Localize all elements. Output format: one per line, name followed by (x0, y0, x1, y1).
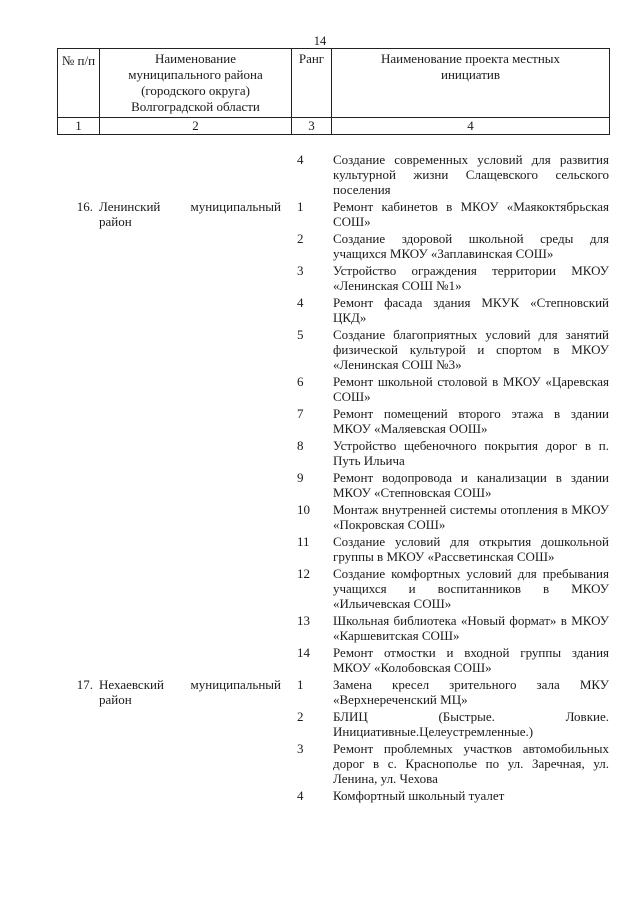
table-row (57, 470, 609, 502)
table-row (57, 438, 609, 470)
district-name (99, 295, 291, 327)
row-number (57, 438, 99, 470)
district-name (99, 263, 291, 295)
row-number (57, 406, 99, 438)
project-rank: 5 (297, 327, 304, 342)
district-name (99, 709, 291, 741)
row-number (57, 709, 99, 741)
project-name: Устройство ограждения территории МКОУ «Ленинская СОШ №1» (333, 263, 609, 293)
projects-table (57, 152, 609, 805)
row-number (57, 152, 99, 199)
table-row (57, 613, 609, 645)
project-name: Ремонт фасада здания МКУК «Степновский ЦКД» (333, 295, 609, 325)
project-name: Комфортный школьный туалет (333, 788, 505, 803)
district-name (99, 788, 291, 805)
project-rank: 4 (297, 295, 304, 310)
project-rank: 9 (297, 470, 304, 485)
district-name (99, 613, 291, 645)
project-name: Создание благоприятных условий для занятий физической культурой и спортом в МКОУ «Ленинская СОШ №3» (333, 327, 609, 372)
column-number: 2 (100, 118, 292, 135)
project-rank: 14 (297, 645, 310, 660)
project-name: Монтаж внутренней системы отопления в МКОУ «Покровская СОШ» (333, 502, 609, 532)
table-row (57, 502, 609, 534)
row-number (57, 645, 99, 677)
district-name (99, 374, 291, 406)
row-number: 16. (76, 199, 93, 214)
district-name (99, 566, 291, 613)
header-project-column: Наименование проекта местных инициатив (332, 49, 610, 118)
project-rank: 3 (297, 741, 304, 756)
table-row (57, 741, 609, 788)
project-name: Устройство щебеночного покрытия дорог в п. Путь Ильича (333, 438, 609, 468)
project-name: Создание здоровой школьной среды для учащихся МКОУ «Заплавинская СОШ» (333, 231, 609, 261)
district-name (99, 502, 291, 534)
project-name: Ремонт кабинетов в МКОУ «Маякоктябрьская СОШ» (333, 199, 609, 229)
project-rank: 2 (297, 709, 304, 724)
table-row (57, 788, 609, 805)
project-rank: 8 (297, 438, 304, 453)
row-number (57, 295, 99, 327)
project-rank: 2 (297, 231, 304, 246)
project-name: БЛИЦ (Быстрые. Ловкие. Инициативные.Целеустремленные.) (333, 709, 609, 739)
project-name: Ремонт проблемных участков автомобильных дорог в с. Краснополье по ул. Заречная, ул. Ленина, ул. Чехова (333, 741, 609, 786)
table-row (57, 677, 609, 709)
column-number: 3 (292, 118, 332, 135)
header-rank-column: Ранг (292, 49, 332, 118)
project-rank: 10 (297, 502, 310, 517)
table-row (57, 534, 609, 566)
district-name (99, 406, 291, 438)
district-name (99, 741, 291, 788)
district-name: Ленинский муниципальный район (99, 199, 281, 229)
table-row (57, 327, 609, 374)
table-row (57, 199, 609, 231)
project-rank: 4 (297, 788, 304, 803)
header-number-column: № п/п (58, 49, 100, 118)
table-row (57, 231, 609, 263)
project-rank: 13 (297, 613, 310, 628)
row-number (57, 470, 99, 502)
district-name (99, 645, 291, 677)
project-name: Создание комфортных условий для пребывания учащихся и воспитанников в МКОУ «Ильичевская СОШ» (333, 566, 609, 611)
project-rank: 1 (297, 677, 304, 692)
projects-table-body (57, 152, 609, 805)
page-number: 14 (313, 34, 327, 48)
row-number (57, 502, 99, 534)
project-name: Создание условий для открытия дошкольной группы в МКОУ «Рассветинская СОШ» (333, 534, 609, 564)
project-rank: 6 (297, 374, 304, 389)
table-row (57, 152, 609, 199)
project-rank: 11 (297, 534, 310, 549)
row-number (57, 374, 99, 406)
row-number (57, 263, 99, 295)
project-rank: 3 (297, 263, 304, 278)
row-number: 17. (76, 677, 93, 692)
district-name (99, 534, 291, 566)
table-row (57, 263, 609, 295)
project-rank: 4 (297, 152, 304, 167)
row-number (57, 327, 99, 374)
table-row (57, 295, 609, 327)
project-name: Ремонт отмостки и входной группы здания МКОУ «Колобовская СОШ» (333, 645, 609, 675)
row-number (57, 741, 99, 788)
district-name (99, 438, 291, 470)
project-name: Ремонт школьной столовой в МКОУ «Царевская СОШ» (333, 374, 609, 404)
row-number (57, 231, 99, 263)
district-name: Нехаевский муниципальный район (99, 677, 281, 707)
table-row (57, 709, 609, 741)
project-name: Ремонт водопровода и канализации в здании МКОУ «Степновская СОШ» (333, 470, 609, 500)
project-rank: 12 (297, 566, 310, 581)
district-name (99, 231, 291, 263)
row-number (57, 534, 99, 566)
district-name (99, 327, 291, 374)
district-name (99, 470, 291, 502)
column-number: 1 (58, 118, 100, 135)
table-row (57, 406, 609, 438)
table-row (57, 374, 609, 406)
district-name (99, 152, 291, 199)
row-number (57, 566, 99, 613)
table-row (57, 645, 609, 677)
project-name: Школьная библиотека «Новый формат» в МКОУ «Каршевитская СОШ» (333, 613, 609, 643)
project-rank: 1 (297, 199, 304, 214)
project-name: Замена кресел зрительного зала МКУ «Верхнереченский МЦ» (333, 677, 609, 707)
table-header (57, 48, 610, 135)
header-district-column: Наименование муниципального района (городского округа) Волгоградской области (100, 49, 292, 118)
table-row (57, 566, 609, 613)
project-name: Создание современных условий для развития культурной жизни Слащевского сельского поселения (333, 152, 609, 197)
project-name: Ремонт помещений второго этажа в здании МКОУ «Маляевская ООШ» (333, 406, 609, 436)
row-number (57, 788, 99, 805)
row-number (57, 613, 99, 645)
column-number: 4 (332, 118, 610, 135)
project-rank: 7 (297, 406, 304, 421)
